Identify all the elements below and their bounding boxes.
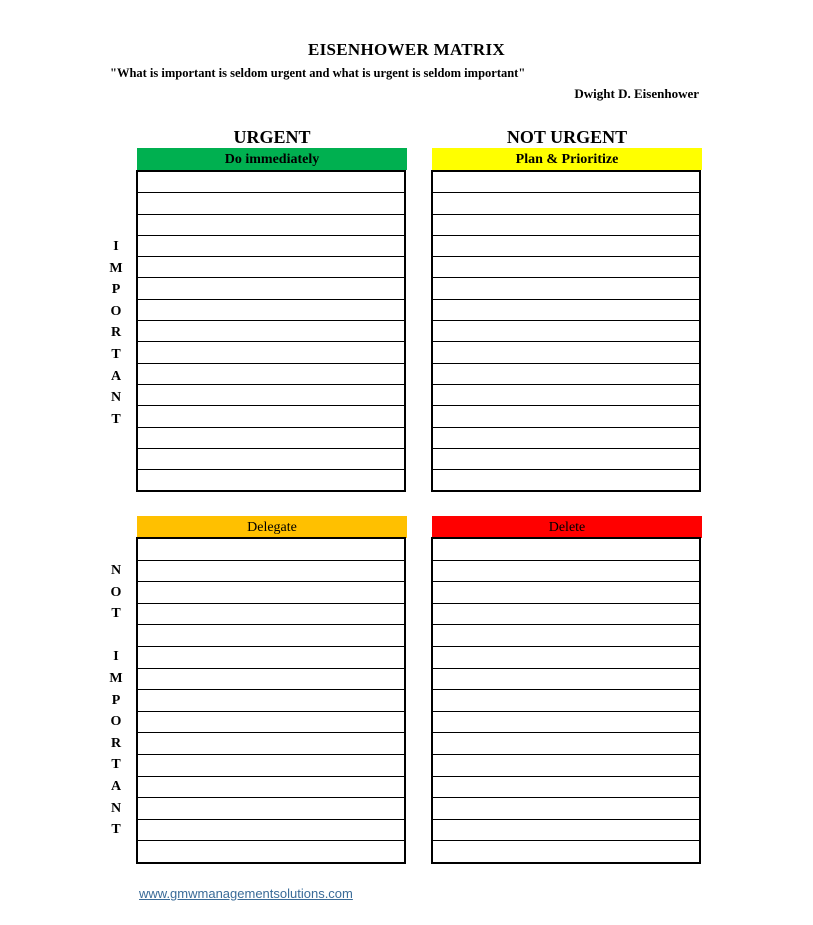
grid-row[interactable] <box>433 625 699 647</box>
grid-row[interactable] <box>433 669 699 691</box>
grid-row[interactable] <box>433 777 699 799</box>
row-label-letter: N <box>110 563 122 578</box>
grid-row[interactable] <box>433 172 699 193</box>
quadrant-header-delegate: Delegate <box>137 516 407 538</box>
grid-row[interactable] <box>138 278 404 299</box>
row-label-letter: N <box>110 390 122 406</box>
row-label-letter: M <box>109 260 123 276</box>
grid-row[interactable] <box>433 690 699 712</box>
grid-row[interactable] <box>138 777 404 799</box>
grid-row[interactable] <box>138 236 404 257</box>
grid-row[interactable] <box>138 449 404 470</box>
grid-row[interactable] <box>138 798 404 820</box>
grid-row[interactable] <box>138 669 404 691</box>
grid-row[interactable] <box>433 428 699 449</box>
row-label-letter: M <box>109 670 123 686</box>
row-label-letter: A <box>110 368 122 384</box>
grid-row[interactable] <box>138 193 404 214</box>
grid-row[interactable] <box>433 604 699 626</box>
grid-row[interactable] <box>433 755 699 777</box>
grid-row[interactable] <box>138 385 404 406</box>
quadrant-grid-delete <box>431 537 701 864</box>
quadrant-grid-delegate <box>136 537 406 864</box>
grid-row[interactable] <box>138 364 404 385</box>
quadrant-header-do: Do immediately <box>137 148 407 170</box>
grid-row[interactable] <box>433 841 699 863</box>
grid-row[interactable] <box>433 470 699 491</box>
row-label-letter: A <box>110 778 122 794</box>
row-label-not-important <box>108 560 124 841</box>
grid-row[interactable] <box>433 582 699 604</box>
row-label-letter: P <box>111 692 121 708</box>
footer-link[interactable]: www.gmwmanagementsolutions.com <box>139 886 353 901</box>
grid-row[interactable] <box>138 321 404 342</box>
grid-row[interactable] <box>433 647 699 669</box>
grid-row[interactable] <box>433 449 699 470</box>
grid-row[interactable] <box>138 406 404 427</box>
grid-row[interactable] <box>138 215 404 236</box>
grid-row[interactable] <box>433 712 699 734</box>
grid-row[interactable] <box>433 342 699 363</box>
grid-row[interactable] <box>138 172 404 193</box>
grid-row[interactable] <box>138 647 404 669</box>
grid-row[interactable] <box>138 300 404 321</box>
grid-row[interactable] <box>138 755 404 777</box>
grid-row[interactable] <box>433 539 699 561</box>
grid-row[interactable] <box>433 236 699 257</box>
grid-row[interactable] <box>433 364 699 385</box>
grid-row[interactable] <box>433 193 699 214</box>
grid-row[interactable] <box>138 428 404 449</box>
grid-row[interactable] <box>433 321 699 342</box>
row-label-letter: R <box>110 735 122 751</box>
grid-row[interactable] <box>433 406 699 427</box>
grid-row[interactable] <box>138 733 404 755</box>
quote: "What is important is seldom urgent and what is urgent is seldom important" <box>110 66 526 80</box>
grid-row[interactable] <box>138 604 404 626</box>
row-label-letter: I <box>113 649 119 665</box>
row-label-letter: I <box>113 239 119 254</box>
grid-row[interactable] <box>433 257 699 278</box>
quadrant-header-delete: Delete <box>432 516 702 538</box>
grid-row[interactable] <box>138 841 404 863</box>
grid-row[interactable] <box>138 820 404 842</box>
grid-row[interactable] <box>138 539 404 561</box>
grid-row[interactable] <box>433 278 699 299</box>
row-label-letter: T <box>111 606 121 622</box>
grid-row[interactable] <box>138 561 404 583</box>
row-label-letter: N <box>110 800 122 816</box>
quadrant-grid-plan <box>431 170 701 492</box>
row-label-important <box>108 236 124 430</box>
grid-row[interactable] <box>433 820 699 842</box>
column-header-urgent: URGENT <box>233 127 311 147</box>
grid-row[interactable] <box>433 733 699 755</box>
grid-row[interactable] <box>138 342 404 363</box>
grid-row[interactable] <box>138 257 404 278</box>
quadrant-header-plan: Plan & Prioritize <box>432 148 702 170</box>
row-label-letter: O <box>110 303 122 319</box>
row-label-letter <box>108 625 124 647</box>
grid-row[interactable] <box>433 215 699 236</box>
grid-row[interactable] <box>433 798 699 820</box>
row-label-letter: T <box>111 757 121 773</box>
row-label-letter: O <box>110 714 122 730</box>
page-title: EISENHOWER MATRIX <box>307 40 505 59</box>
column-header-not-urgent: NOT URGENT <box>506 127 628 147</box>
grid-row[interactable] <box>138 625 404 647</box>
row-label-letter: T <box>111 411 121 427</box>
quote-author: Dwight D. Eisenhower <box>574 86 699 101</box>
grid-row[interactable] <box>138 712 404 734</box>
grid-row[interactable] <box>138 470 404 491</box>
row-label-letter: O <box>110 584 122 600</box>
row-label-letter: T <box>111 822 121 838</box>
row-label-letter: P <box>111 282 121 298</box>
row-label-letter: R <box>110 325 122 341</box>
grid-row[interactable] <box>433 385 699 406</box>
row-label-letter: T <box>111 346 121 362</box>
grid-row[interactable] <box>138 690 404 712</box>
quadrant-grid-do <box>136 170 406 492</box>
grid-row[interactable] <box>433 561 699 583</box>
grid-row[interactable] <box>138 582 404 604</box>
grid-row[interactable] <box>433 300 699 321</box>
